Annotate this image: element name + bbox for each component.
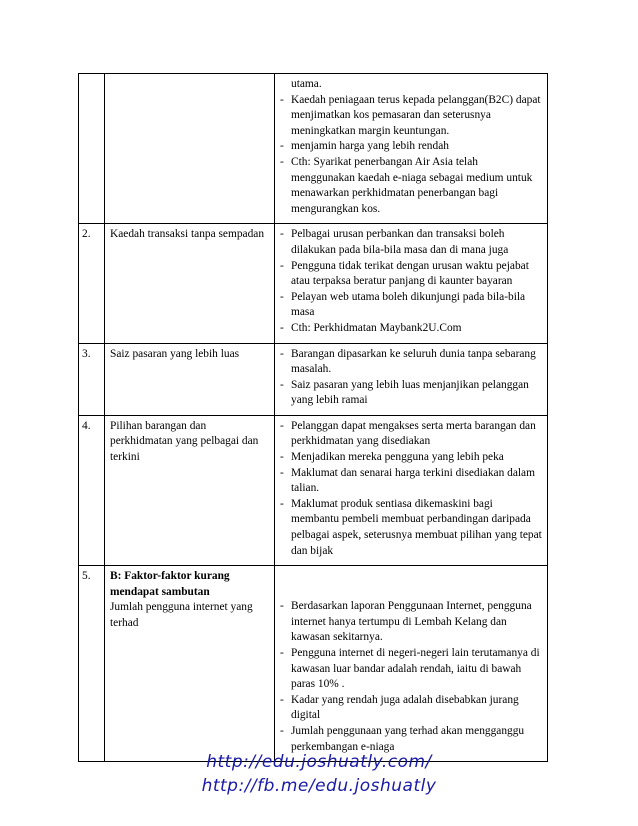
factor-title: Jumlah pengguna internet yang terhad xyxy=(110,601,253,629)
factor-title: Saiz pasaran yang lebih luas xyxy=(110,347,240,360)
point-list xyxy=(280,599,542,755)
point-item: - Maklumat produk sentiasa dikemaskini bagi membantu pembeli membuat perbandingan daripada pelbagai aspek, seterusnya membuat pilihan yang tepat dan bijak xyxy=(280,497,542,559)
row-number: 2. xyxy=(79,224,105,343)
point-list xyxy=(280,227,542,336)
point-item: - Maklumat dan senarai harga terkini disediakan dalam talian. xyxy=(280,466,542,497)
description-cell xyxy=(275,224,548,343)
point-item: - Barangan dipasarkan ke seluruh dunia tanpa sebarang masalah. xyxy=(280,347,542,378)
description-cell xyxy=(275,415,548,565)
point-item: - Kaedah peniagaan terus kepada pelanggan(B2C) dapat menjimatkan kos pemasaran dan seterusnya meningkatkan margin keuntungan. xyxy=(280,93,542,140)
row-number: 3. xyxy=(79,343,105,415)
factor-cell xyxy=(105,415,275,565)
point-item: - menjamin harga yang lebih rendah xyxy=(280,139,542,155)
row-number: 4. xyxy=(79,415,105,565)
point-item: - Pengguna internet di negeri-negeri lain terutamanya di kawasan luar bandar adalah rendah, iaitu di bawah paras 10% . xyxy=(280,646,542,693)
factor-cell xyxy=(105,566,275,762)
table-row xyxy=(79,224,548,343)
description-cell xyxy=(275,343,548,415)
point-item: - Jumlah penggunaan yang terhad akan mengganggu perkembangan e-niaga xyxy=(280,724,542,755)
point-list xyxy=(280,347,542,409)
point-item: utama. xyxy=(291,78,322,90)
factor-title: Kaedah transaksi tanpa sempadan xyxy=(110,228,265,241)
factor-title: Pilihan barangan dan perkhidmatan yang pelbagai dan terkini xyxy=(110,419,259,464)
point-item: - Menjadikan mereka pengguna yang lebih peka xyxy=(280,450,542,466)
description-cell xyxy=(275,74,548,224)
factor-cell xyxy=(105,224,275,343)
row-number: 5. xyxy=(79,566,105,762)
point-list xyxy=(280,77,542,217)
table-row xyxy=(79,415,548,565)
point-item: - Berdasarkan laporan Penggunaan Internet, pengguna internet hanya tertumpu di Lembah Kelang dan kawasan sekitarnya. xyxy=(280,599,542,646)
table-row xyxy=(79,343,548,415)
point-list xyxy=(280,419,542,559)
factor-cell xyxy=(105,74,275,224)
table-row xyxy=(79,74,548,224)
footer-link-website[interactable]: http://edu.joshuatly.com/ xyxy=(206,752,432,772)
point-item: - Pelbagai urusan perbankan dan transaksi boleh dilakukan pada bila-bila masa dan di mana juga xyxy=(280,227,542,258)
point-item: - Pengguna tidak terikat dengan urusan waktu pejabat atau terpaksa beratur panjang di kaunter bayaran xyxy=(280,259,542,290)
point-item: - Pelayan web utama boleh dikunjungi pada bila-bila masa xyxy=(280,290,542,321)
point-item: - Cth: Syarikat penerbangan Air Asia telah menggunakan kaedah e-niaga sebagai medium untuk menawarkan perkhidmatan penerbangan bagi mengurangkan kos. xyxy=(280,155,542,217)
point-item: - Saiz pasaran yang lebih luas menjanjikan pelanggan yang lebih ramai xyxy=(280,378,542,409)
point-item: - Kadar yang rendah juga adalah disebabkan jurang digital xyxy=(280,693,542,724)
row-number xyxy=(79,74,105,224)
section-heading: B: Faktor-faktor kurang mendapat sambutan xyxy=(110,570,230,598)
factors-table xyxy=(78,73,548,762)
point-item: - Pelanggan dapat mengakses serta merta barangan dan perkhidmatan yang disediakan xyxy=(280,419,542,450)
footer-link-facebook[interactable]: http://fb.me/edu.joshuatly xyxy=(201,776,437,796)
table-row xyxy=(79,566,548,762)
description-cell xyxy=(275,566,548,762)
factor-cell xyxy=(105,343,275,415)
point-item: - Cth: Perkhidmatan Maybank2U.Com xyxy=(280,321,542,337)
